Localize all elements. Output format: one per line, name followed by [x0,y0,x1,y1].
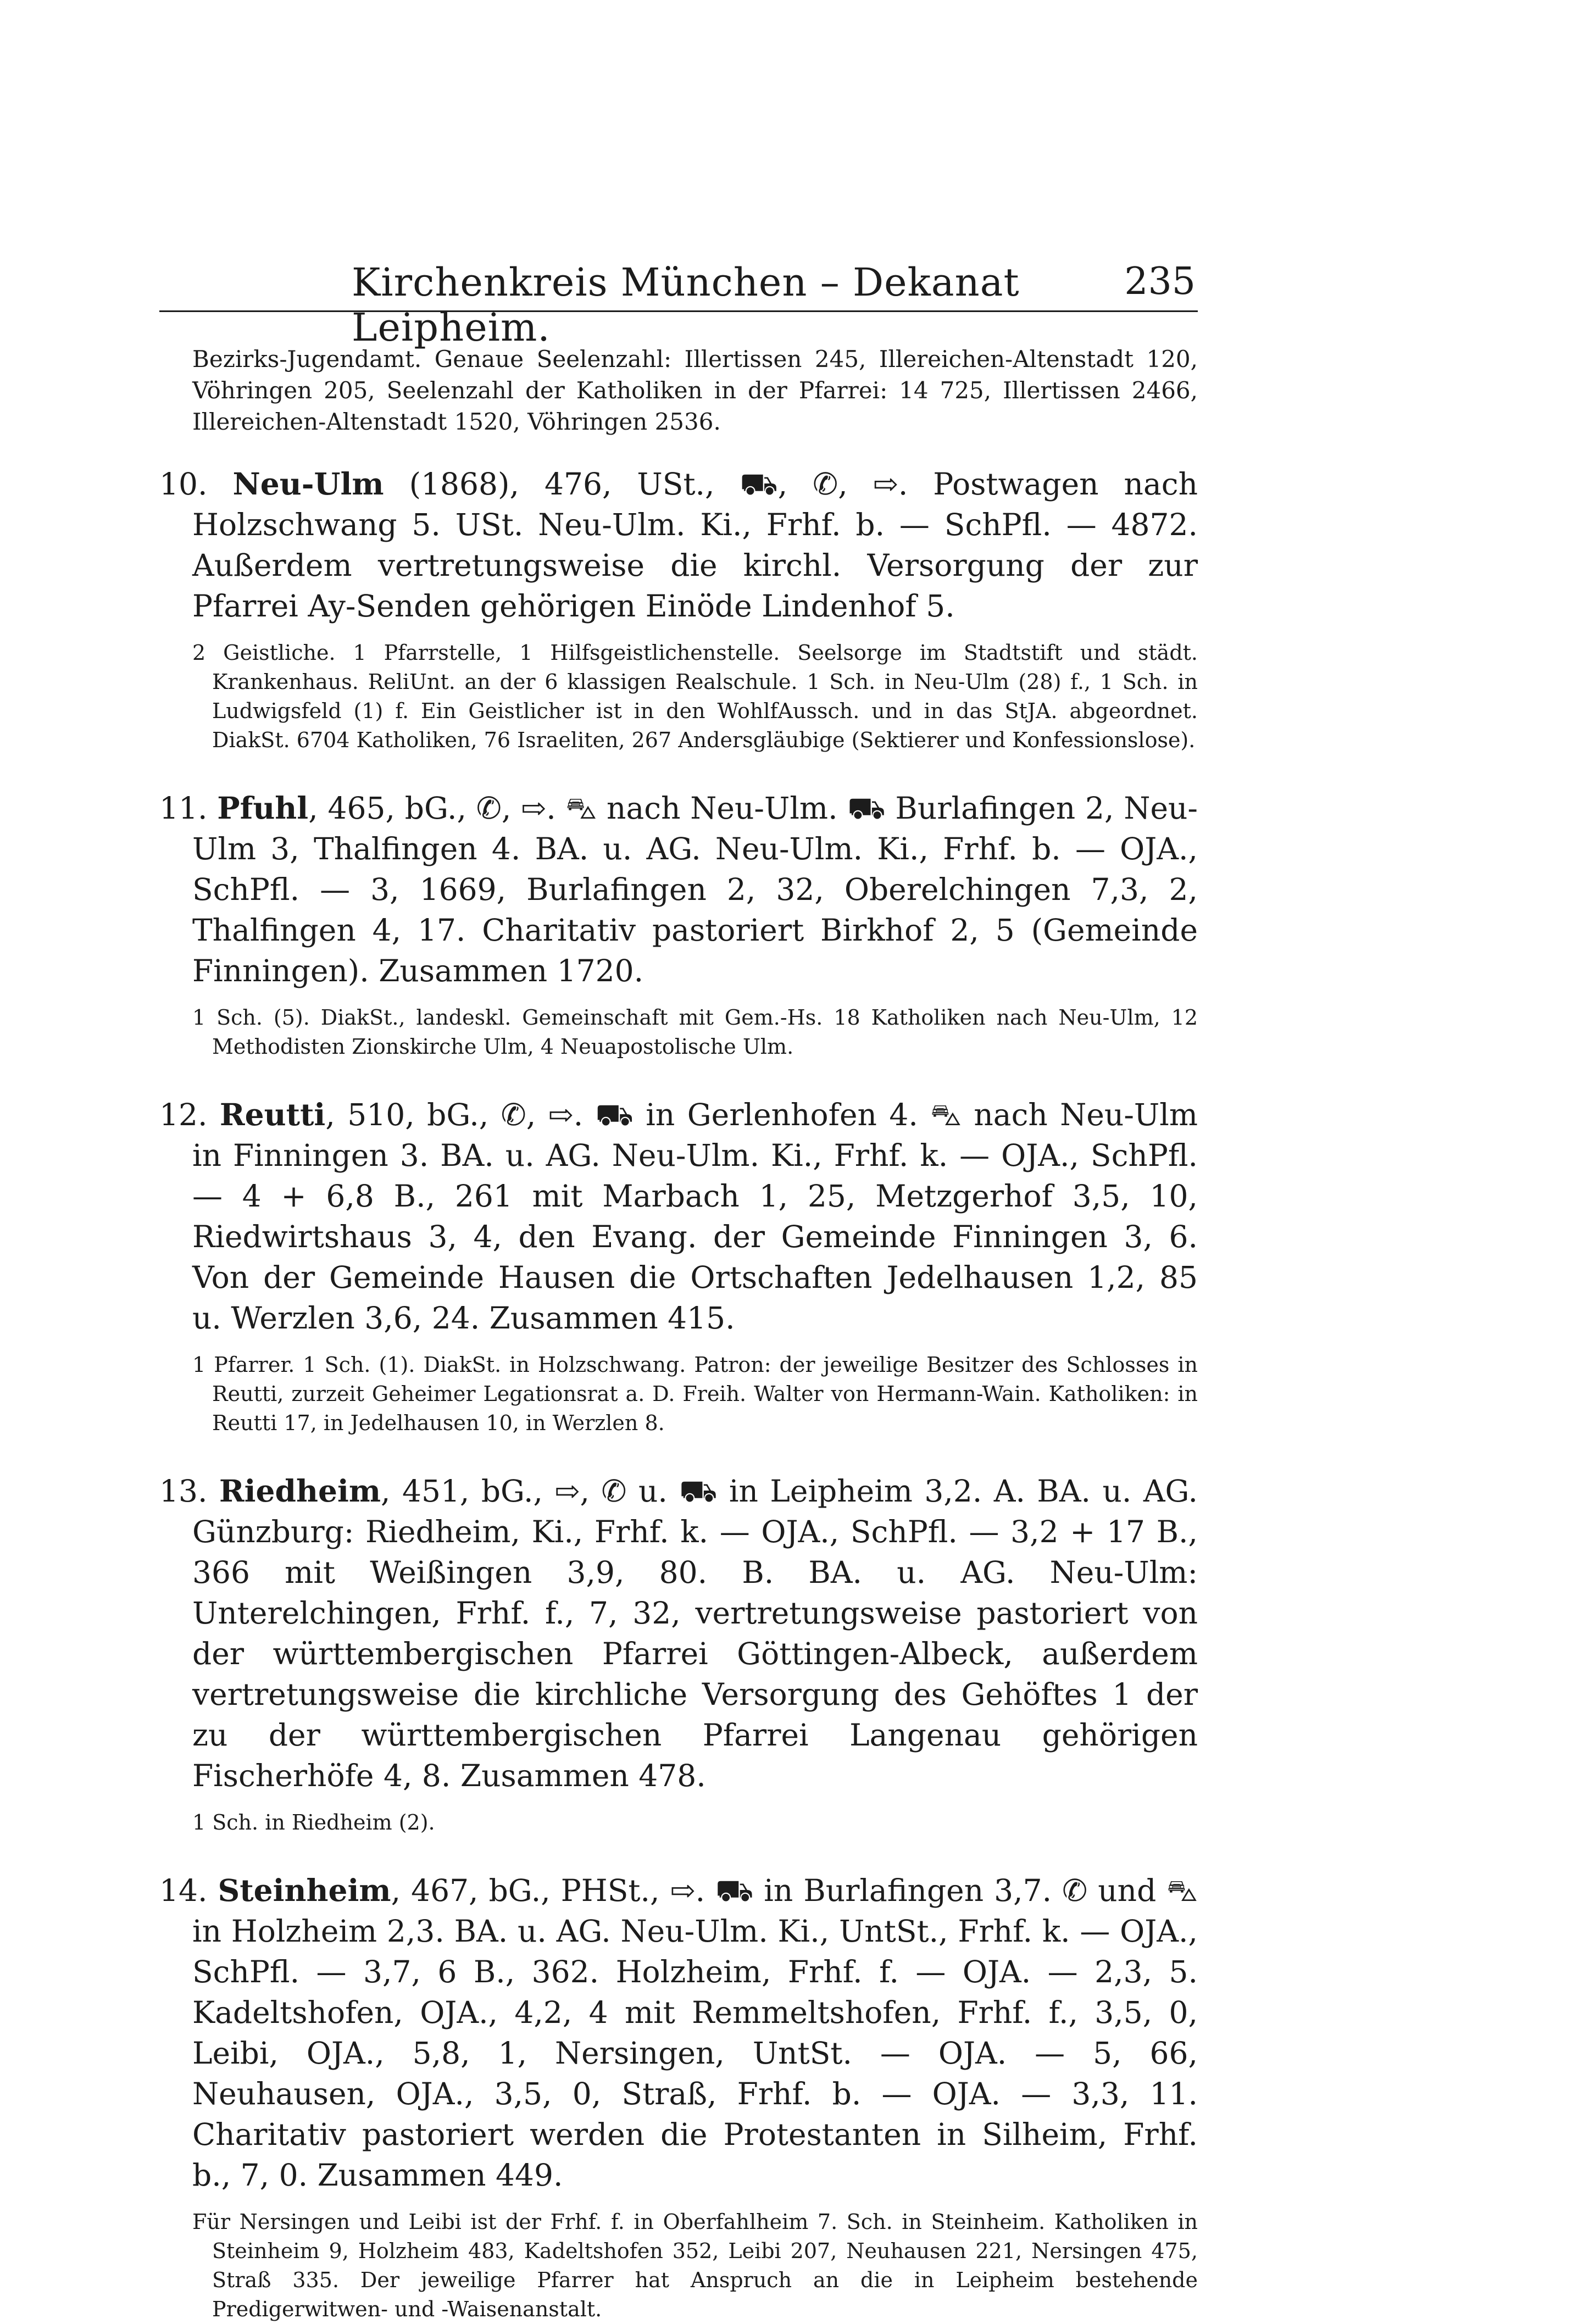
entry-riedheim [159,1471,1198,1796]
entry-text: , 451, bG., ⇨, ✆ u. ⛟ in Leipheim 3,2. A. BA. u. AG. Günzburg: Riedheim, Ki., Frhf. k. — OJA., SchPfl. — 3,2 + 17 B., 366 mit Weißingen 3,9, 80. B. BA. u. AG. Neu-Ulm: Unterelchingen, Frhf. f., 7, 32, vertretungsweise pastoriert von der württembergischen Pfarrei Göttingen-Albeck, außerdem vertretungsweise die kirchliche Versorgung des Gehöftes 1 der zu der württembergischen Pfarrei Langenau gehörigen Fischerhöfe 4, 8. Zusammen 478. [192,1474,1198,1793]
entry-note: 1 Sch. (5). DiakSt., landeskl. Gemeinschaft mit Gem.-Hs. 18 Katholiken nach Neu-Ulm, 12 Methodisten Zionskirche Ulm, 4 Neuapostolische Ulm. [192,1005,1198,1059]
entry-neu-ulm [159,464,1198,626]
entry-number: 10. [159,466,208,502]
entry-pfuhl [159,788,1198,991]
entry-number: 12. [159,1097,208,1132]
entry-name: Steinheim [218,1872,391,1908]
entry-note: 2 Geistliche. 1 Pfarrstelle, 1 Hilfsgeistlichenstelle. Seelsorge im Stadtstift und städt. Krankenhaus. ReliUnt. an der 6 klassigen Realschule. 1 Sch. in Neu-Ulm (28) f., 1 Sch. in Ludwigsfeld (1) f. Ein Geistlicher ist in den WohlfAussch. und in das StJA. abgeordnet. DiakSt. 6704 Katholiken, 76 Israeliten, 267 Andersgläubige (Sektierer und Konfessionslose). [192,641,1198,752]
entry-text: , 467, bG., PHSt., ⇨. ⛟ in Burlafingen 3,7. ✆ und ⛍ in Holzheim 2,3. BA. u. AG. Neu-Ulm. Ki., UntSt., Frhf. k. — OJA., SchPfl. — 3,7, 6 B., 362. Holzheim, Frhf. f. — OJA. — 2,3, 5. Kadeltshofen, OJA., 4,2, 4 mit Remmeltshofen, Frhf. f., 3,5, 0, Leibi, OJA., 5,8, 1, Nersingen, UntSt. — OJA. — 5, 66, Neuhausen, OJA., 3,5, 0, Straß, Frhf. b. — OJA. — 3,3, 11. Charitativ pastoriert werden die Protestanten in Silheim, Frhf. b., 7, 0. Zusammen 449. [192,1873,1198,2193]
entry-note: 1 Sch. in Riedheim (2). [192,1810,435,1834]
intro-paragraph: Bezirks-Jugendamt. Genaue Seelenzahl: Illertissen 245, Illereichen-Altenstadt 120, Vöhringen 205, Seelenzahl der Katholiken in der Pfarrei: 14 725, Illertissen 2466, Illereichen-Altenstadt 1520, Vöhringen 2536. [192,346,1198,435]
entry-name: Reutti [219,1097,326,1132]
page-number: 235 [1124,260,1196,303]
entry-note: 1 Pfarrer. 1 Sch. (1). DiakSt. in Holzschwang. Patron: der jeweilige Besitzer des Schlosses in Reutti, zurzeit Geheimer Legationsrat a. D. Freih. Walter von Hermann-Wain. Katholiken: in Reutti 17, in Jedelhausen 10, in Werzlen 8. [192,1353,1198,1435]
entry-name: Pfuhl [217,790,309,826]
entry-name: Neu-Ulm [232,466,384,502]
entry-reutti [159,1094,1198,1338]
entry-note: Für Nersingen und Leibi ist der Frhf. f. in Oberfahlheim 7. Sch. in Steinheim. Katholiken in Steinheim 9, Holzheim 483, Kadeltshofen 352, Leibi 207, Neuhausen 221, Nersingen 475, Straß 335. Der jeweilige Pfarrer hat Anspruch an die in Leipheim bestehende Predigerwitwen- und -Waisenanstalt. [192,2210,1198,2321]
entry-number: 13. [159,1474,208,1509]
entry-number: 11. [159,791,208,826]
running-title: Kirchenkreis München – Dekanat Leipheim. [352,260,1020,350]
entry-name: Riedheim [219,1473,381,1509]
entry-number: 14. [159,1873,208,1908]
page-body [159,343,1198,2324]
page-header [159,250,1198,350]
entry-text: , 510, bG., ✆, ⇨. ⛟ in Gerlenhofen 4. ⛍ nach Neu-Ulm in Finningen 3. BA. u. AG. Neu-Ulm. Ki., Frhf. k. — OJA., SchPfl. — 4 + 6,8 B., 261 mit Marbach 1, 25, Metzgerhof 3,5, 10, Riedwirtshaus 3, 4, den Evang. der Gemeinde Finningen 3, 6. Von der Gemeinde Hausen die Ortschaften Jedelhausen 1,2, 85 u. Werzlen 3,6, 24. Zusammen 415. [192,1097,1198,1336]
entry-steinheim [159,1870,1198,2195]
entry-text: (1868), 476, USt., ⛟, ✆, ⇨. Postwagen nach Holzschwang 5. USt. Neu-Ulm. Ki., Frhf. b. — SchPfl. — 4872. Außerdem vertretungsweise die kirchl. Versorgung der zur Pfarrei Ay-Senden gehörigen Einöde Lindenhof 5. [192,466,1198,624]
entry-text: , 465, bG., ✆, ⇨. ⛍ nach Neu-Ulm. ⛟ Burlafingen 2, Neu-Ulm 3, Thalfingen 4. BA. u. AG. Neu-Ulm. Ki., Frhf. b. — OJA., SchPfl. — 3, 1669, Burlafingen 2, 32, Oberelchingen 7,3, 2, Thalfingen 4, 17. Charitativ pastoriert Birkhof 2, 5 (Gemeinde Finningen). Zusammen 1720. [192,791,1198,988]
